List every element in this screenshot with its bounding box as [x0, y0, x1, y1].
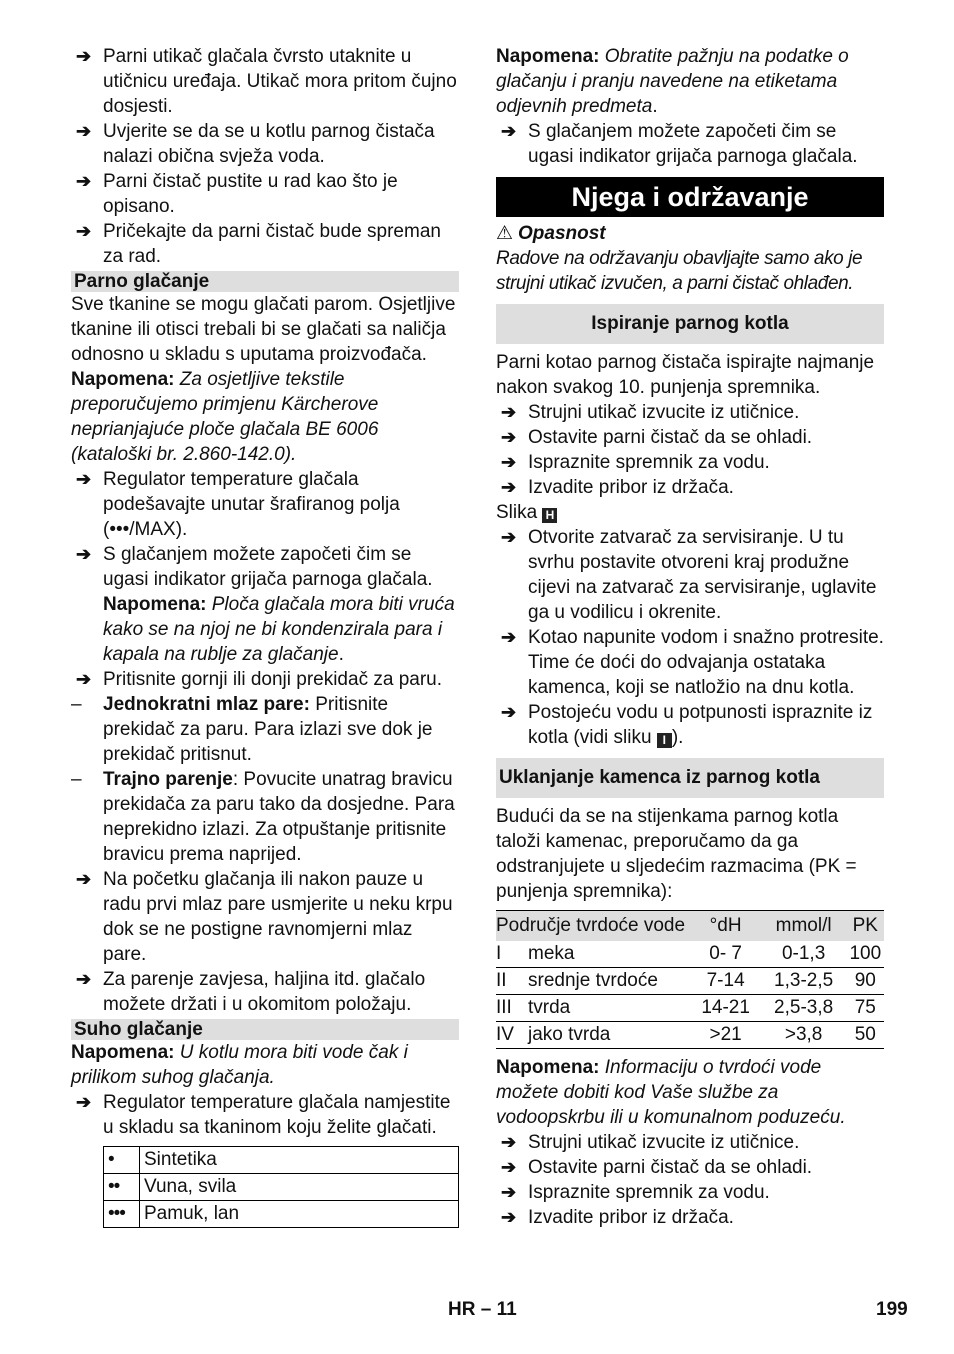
- dash-item-text: : Povucite unatrag bravicu prekidača za paru tako da dosjedne. Para neprekidno izlazi. Za otpuštanje pritisnite bravicu prema naprijed.: [103, 769, 455, 865]
- instruction-step: ➔ Regulator temperature glačala podešavajte unutar šrafiranog polja (•••/MAX).: [71, 467, 459, 542]
- hardness-dh: >21: [691, 1022, 761, 1049]
- temperature-dots: •••: [104, 1201, 140, 1228]
- instruction-step: ➔ Kotao napunite vodom i snažno protresite. Time će doći do odvajanja ostataka kamenca, koji se natložio na dnu kotla.: [496, 625, 884, 700]
- figure-label: Slika: [496, 502, 538, 523]
- left-column: [71, 44, 459, 1228]
- chapter-heading: Njega i održavanje: [496, 177, 884, 217]
- dash-item-text: Pritisnite prekidač za paru. Para izlazi sve dok je prekidač pritisnut.: [103, 694, 433, 765]
- hardness-mmol: 1,3-2,5: [761, 968, 847, 995]
- table-row: [104, 1201, 459, 1228]
- paragraph: Budući da se na stijenkama parnog kotla taloži kamenac, preporučamo da ga odstranjujete u sljedećim razmacima (PK = punjenja spremnika):: [496, 806, 857, 902]
- instruction-step: ➔ Ostavite parni čistač da se ohladi.: [496, 1155, 884, 1180]
- step-end: ).: [671, 727, 684, 748]
- instruction-step: ➔ Izvadite pribor iz držača.: [496, 1205, 884, 1230]
- hardness-dh: 0- 7: [691, 941, 761, 968]
- instruction-step: ➔ Otvorite zatvarač za servisiranje. U tu svrhu postavite otvoreni kraj produžne cijevi na zatvarač za servisiranje, uglavite ga u vodilicu i okrenite.: [496, 525, 884, 625]
- table-row: [104, 1174, 459, 1201]
- instruction-step: ➔ S glačanjem možete započeti čim se ugasi indikator grijača parnoga glačala.: [496, 119, 884, 169]
- dash-item-label: Jednokratni mlaz pare:: [103, 694, 310, 715]
- instruction-step: ➔ Pričekajte da parni čistač bude spreman za rad.: [71, 219, 459, 269]
- danger-text: Radove na održavanju obavljajte samo ako je strujni utikač izvučen, a parni čistač ohlađen.: [496, 248, 863, 294]
- table-row: [496, 995, 884, 1022]
- hardness-mmol: 0-1,3: [761, 941, 847, 968]
- note-text: Obratite pažnju na podatke o glačanju i pranju navedene na etiketama odjevnih predmeta: [496, 46, 849, 117]
- hardness-mmol: 2,5-3,8: [761, 995, 847, 1022]
- hardness-dh: 7-14: [691, 968, 761, 995]
- table-row: [496, 968, 884, 995]
- hardness-name: jako tvrda: [528, 1022, 691, 1049]
- instruction-step: ➔ Na početku glačanja ili nakon pauze u radu prvi mlaz pare usmjerite u neku krpu dok se ne postigne ravnomjerni mlaz pare.: [71, 867, 459, 967]
- note-text: U kotlu mora biti vode čak i prilikom suhog glačanja.: [71, 1042, 408, 1088]
- danger-heading: [496, 221, 884, 246]
- figure-i-icon: I: [657, 733, 672, 748]
- temperature-dots: ••: [104, 1174, 140, 1201]
- section-heading-steam-ironing: Parno glačanje: [71, 271, 459, 292]
- instruction-step: ➔ Izvadite pribor iz držača.: [496, 475, 884, 500]
- note-text: Informaciju o tvrdoći vode možete dobiti kod Vaše službe za vodoopskrbu ili u komunalnom poduzeću.: [496, 1057, 846, 1128]
- table-header-row: [496, 911, 884, 942]
- instruction-step: ➔ Ostavite parni čistač da se ohladi.: [496, 425, 884, 450]
- section-heading-flush: Ispiranje parnog kotla: [496, 304, 884, 344]
- hardness-level: III: [496, 995, 528, 1022]
- section-heading-descale: Uklanjanje kamenca iz parnog kotla: [496, 758, 884, 798]
- instruction-step: ➔ Za parenje zavjesa, haljina itd. glačalo možete držati i u okomitom položaju.: [71, 967, 459, 1017]
- fabric-type: Pamuk, lan: [140, 1201, 459, 1228]
- hardness-name: meka: [528, 941, 691, 968]
- dash-item-label: Trajno parenje: [103, 769, 233, 790]
- right-column: [496, 44, 884, 1230]
- footer-section-label: HR – 11: [448, 1299, 517, 1320]
- note-text: Za osjetljive tekstile preporučujemo primjenu Kärcherove neprianjajuće ploče glačala BE 6006 (kataloški br. 2.860-142.0).: [71, 369, 379, 465]
- instruction-step: ➔ Pritisnite gornji ili donji prekidač za paru.: [71, 667, 459, 692]
- instruction-step: ➔ Ispraznite spremnik za vodu.: [496, 1180, 884, 1205]
- dash-item: [71, 767, 459, 867]
- hardness-dh: 14-21: [691, 995, 761, 1022]
- dash-item: [71, 692, 459, 767]
- hardness-pk: 75: [847, 995, 884, 1022]
- danger-label: Opasnost: [518, 223, 606, 244]
- note-label: Napomena:: [71, 1042, 175, 1063]
- section-heading-dry-ironing: Suho glačanje: [71, 1019, 459, 1040]
- hardness-level: IV: [496, 1022, 528, 1049]
- instruction-step: [496, 700, 884, 750]
- instruction-step: ➔ Parni utikač glačala čvrsto utaknite u utičnicu uređaja. Utikač mora pritom čujno dosjesti.: [71, 44, 459, 119]
- table-row: [104, 1147, 459, 1174]
- fabric-type: Vuna, svila: [140, 1174, 459, 1201]
- paragraph: Parni kotao parnog čistača ispirajte najmanje nakon svakog 10. punjenja spremnika.: [496, 352, 875, 398]
- water-hardness-table: [496, 910, 884, 1049]
- table-row: [496, 1022, 884, 1049]
- note: [71, 1040, 459, 1090]
- fabric-setting-table: [103, 1146, 459, 1228]
- instruction-step: ➔ Strujni utikač izvucite iz utičnice.: [496, 1130, 884, 1155]
- warning-triangle-icon: ⚠: [496, 223, 514, 244]
- note-label: Napomena:: [103, 594, 207, 615]
- note-label: Napomena:: [71, 369, 175, 390]
- note-label: Napomena:: [496, 1057, 600, 1078]
- hardness-level: I: [496, 941, 528, 968]
- page-number: 199: [876, 1299, 908, 1320]
- hardness-pk: 90: [847, 968, 884, 995]
- instruction-step: ➔ Ispraznite spremnik za vodu.: [496, 450, 884, 475]
- figure-reference: [496, 500, 884, 525]
- header-pk: PK: [847, 911, 884, 942]
- paragraph: Sve tkanine se mogu glačati parom. Osjetljive tkanine ili otisci trebali bi se glačati sa naličja odnosno u skladu s uputama proizvođača.: [71, 294, 456, 365]
- hardness-name: tvrda: [528, 995, 691, 1022]
- instruction-step: ➔ Uvjerite se da se u kotlu parnog čistača nalazi obična svježa voda.: [71, 119, 459, 169]
- instruction-step: ➔ S glačanjem možete započeti čim se ugasi indikator grijača parnoga glačala.: [71, 542, 459, 592]
- hardness-mmol: >3,8: [761, 1022, 847, 1049]
- note: [496, 1055, 884, 1130]
- note-end: .: [338, 644, 344, 665]
- step-text: Postojeću vodu u potpunosti ispraznite iz kotla (vidi sliku: [528, 702, 873, 748]
- header-hardness-range: Područje tvrdoće vode: [496, 911, 691, 942]
- hardness-level: II: [496, 968, 528, 995]
- table-row: [496, 941, 884, 968]
- note: [71, 367, 459, 467]
- hardness-pk: 50: [847, 1022, 884, 1049]
- hardness-pk: 100: [847, 941, 884, 968]
- note: [496, 44, 884, 119]
- instruction-step: ➔ Regulator temperature glačala namjestite u skladu sa tkaninom koju želite glačati.: [71, 1090, 459, 1140]
- header-mmol: mmol/l: [761, 911, 847, 942]
- note-text: Ploča glačala mora biti vruća kako se na njoj ne bi kondenzirala para i kapala na rublje za glačanje: [103, 594, 455, 665]
- figure-h-icon: H: [542, 508, 557, 523]
- header-dh: °dH: [691, 911, 761, 942]
- hardness-name: srednje tvrdoće: [528, 968, 691, 995]
- note-end: .: [652, 96, 658, 117]
- temperature-dots: •: [104, 1147, 140, 1174]
- note-label: Napomena:: [496, 46, 600, 67]
- instruction-step: ➔ Parni čistač pustite u rad kao što je opisano.: [71, 169, 459, 219]
- note: [71, 592, 459, 667]
- instruction-step: ➔ Strujni utikač izvucite iz utičnice.: [496, 400, 884, 425]
- fabric-type: Sintetika: [140, 1147, 459, 1174]
